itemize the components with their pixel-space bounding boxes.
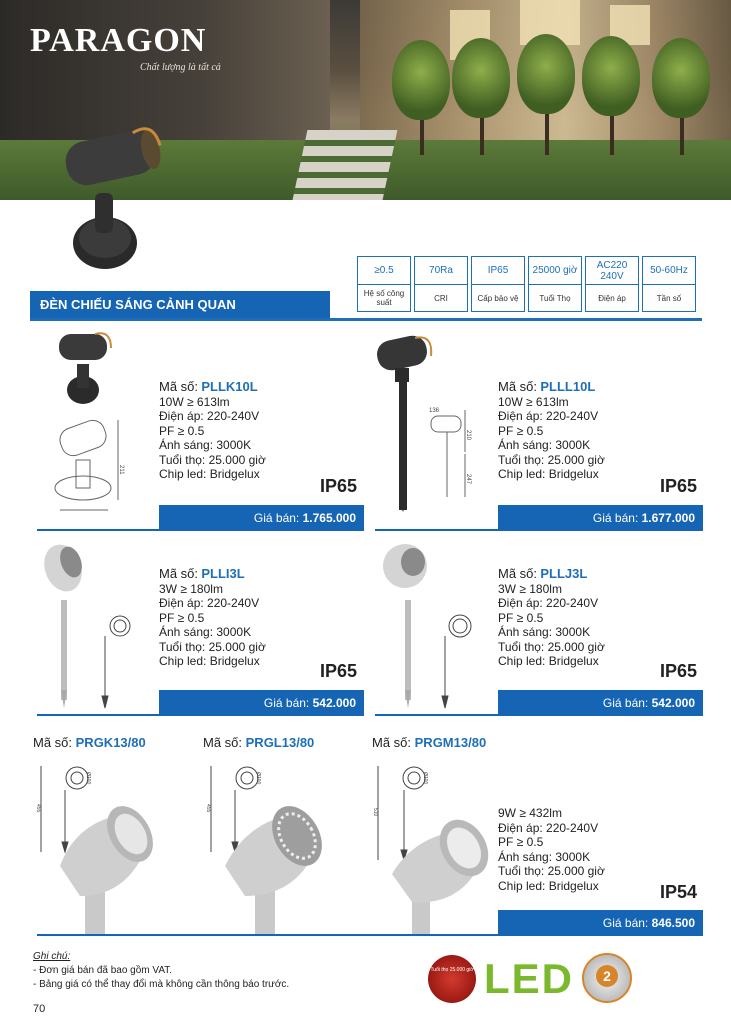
spec-cri: 70Ra CRI [414, 256, 468, 312]
product-info-pllk10l: Mã số: PLLK10L 10W ≥ 613lm Điện áp: 220-240V PF ≥ 0.5 Ánh sáng: 3000K Tuổi thọ: 25.000 giờ Chip led: Bridgelux [159, 379, 266, 481]
product-drawing-pllk10l [48, 410, 128, 520]
svg-text:Ø100: Ø100 [422, 772, 428, 785]
product-info-pllj3l: Mã số: PLLJ3L 3W ≥ 180lm Điện áp: 220-240V PF ≥ 0.5 Ánh sáng: 3000K Tuổi thọ: 25.000 giờ Chip led: Bridgelux [498, 566, 605, 668]
section-title: ĐÈN CHIẾU SÁNG CẢNH QUAN [30, 291, 330, 318]
product-info-plli3l: Mã số: PLLI3L 3W ≥ 180lm Điện áp: 220-240V PF ≥ 0.5 Ánh sáng: 3000K Tuổi thọ: 25.000 giờ Chip led: Bridgelux [159, 566, 266, 668]
section-header [30, 291, 702, 321]
svg-text:510: 510 [372, 808, 378, 817]
product-image-pllj3l [375, 540, 485, 710]
product-image-prgm13 [372, 756, 502, 936]
spec-voltage: AC220 240V Điện áp [585, 256, 639, 312]
price-bar: Giá bán: 542.000 [159, 690, 364, 716]
spec-power-factor: ≥0.5 Hệ số công suất [357, 256, 411, 312]
lifetime-badge-icon: Tuổi thọ 25.000 giờ [428, 955, 476, 1003]
svg-text:247: 247 [465, 474, 471, 485]
brand-logo [30, 22, 221, 73]
logo-text: PARAGON [30, 22, 207, 59]
hero-fixture-image [55, 125, 175, 275]
group-code-prgl: Mã số: PRGL13/80 [203, 735, 315, 750]
product-code: PLLJ3L [540, 566, 588, 581]
ip-rating: IP54 [660, 882, 698, 902]
logo-tagline: Chất lượng là tất cả [140, 62, 221, 73]
product-image-pllk10l [55, 328, 115, 408]
spec-lifetime: 25000 giờ Tuổi Thọ [528, 256, 582, 312]
svg-text:Ø100: Ø100 [85, 772, 91, 785]
product-code: PLLL10L [540, 379, 596, 394]
price-bar: Giá bán: 1.765.000 [159, 505, 364, 531]
page-number: 70 [33, 1003, 46, 1015]
product-info-prg: 9W ≥ 432lm Điện áp: 220-240V PF ≥ 0.5 Ánh sáng: 3000K Tuổi thọ: 25.000 giờ Chip led: Bridgelux [498, 806, 605, 893]
ip-rating: IP65 [660, 661, 698, 681]
led-logo: LED [484, 955, 574, 1002]
product-image-prgk13 [35, 756, 165, 936]
product-code: PLLI3L [201, 566, 245, 581]
spec-frequency: 50-60Hz Tần số [642, 256, 696, 312]
svg-text:211: 211 [118, 465, 124, 475]
svg-text:210: 210 [465, 430, 471, 441]
product-image-plli3l [35, 540, 145, 710]
product-info-plll10l: Mã số: PLLL10L 10W ≥ 613lm Điện áp: 220-240V PF ≥ 0.5 Ánh sáng: 3000K Tuổi thọ: 25.000 giờ Chip led: Bridgelux [498, 379, 605, 481]
price-bar: Giá bán: 846.500 [498, 910, 703, 936]
product-code: PLLK10L [201, 379, 258, 394]
group-code-prgm: Mã số: PRGM13/80 [372, 735, 487, 750]
group-code-prgk: Mã số: PRGK13/80 [33, 735, 146, 750]
svg-text:455: 455 [35, 804, 41, 813]
price-bar: Giá bán: 542.000 [498, 690, 703, 716]
ip-rating: IP65 [320, 476, 358, 496]
svg-text:136: 136 [429, 408, 440, 414]
svg-text:455: 455 [205, 804, 211, 813]
warranty-badge-icon: 2 [582, 953, 632, 1003]
ip-rating: IP65 [660, 476, 698, 496]
svg-text:Ø100: Ø100 [255, 772, 261, 785]
product-image-prgl13 [205, 756, 335, 936]
product-drawing-plll10l [425, 402, 480, 502]
spec-ip: IP65 Cấp bảo vệ [471, 256, 525, 312]
ip-rating: IP65 [320, 661, 358, 681]
footnotes: Ghi chú: - Đơn giá bán đã bao gồm VAT. - Bảng giá có thể thay đổi mà không cần thông báo trước. [33, 951, 290, 990]
price-bar: Giá bán: 1.677.000 [498, 505, 703, 531]
